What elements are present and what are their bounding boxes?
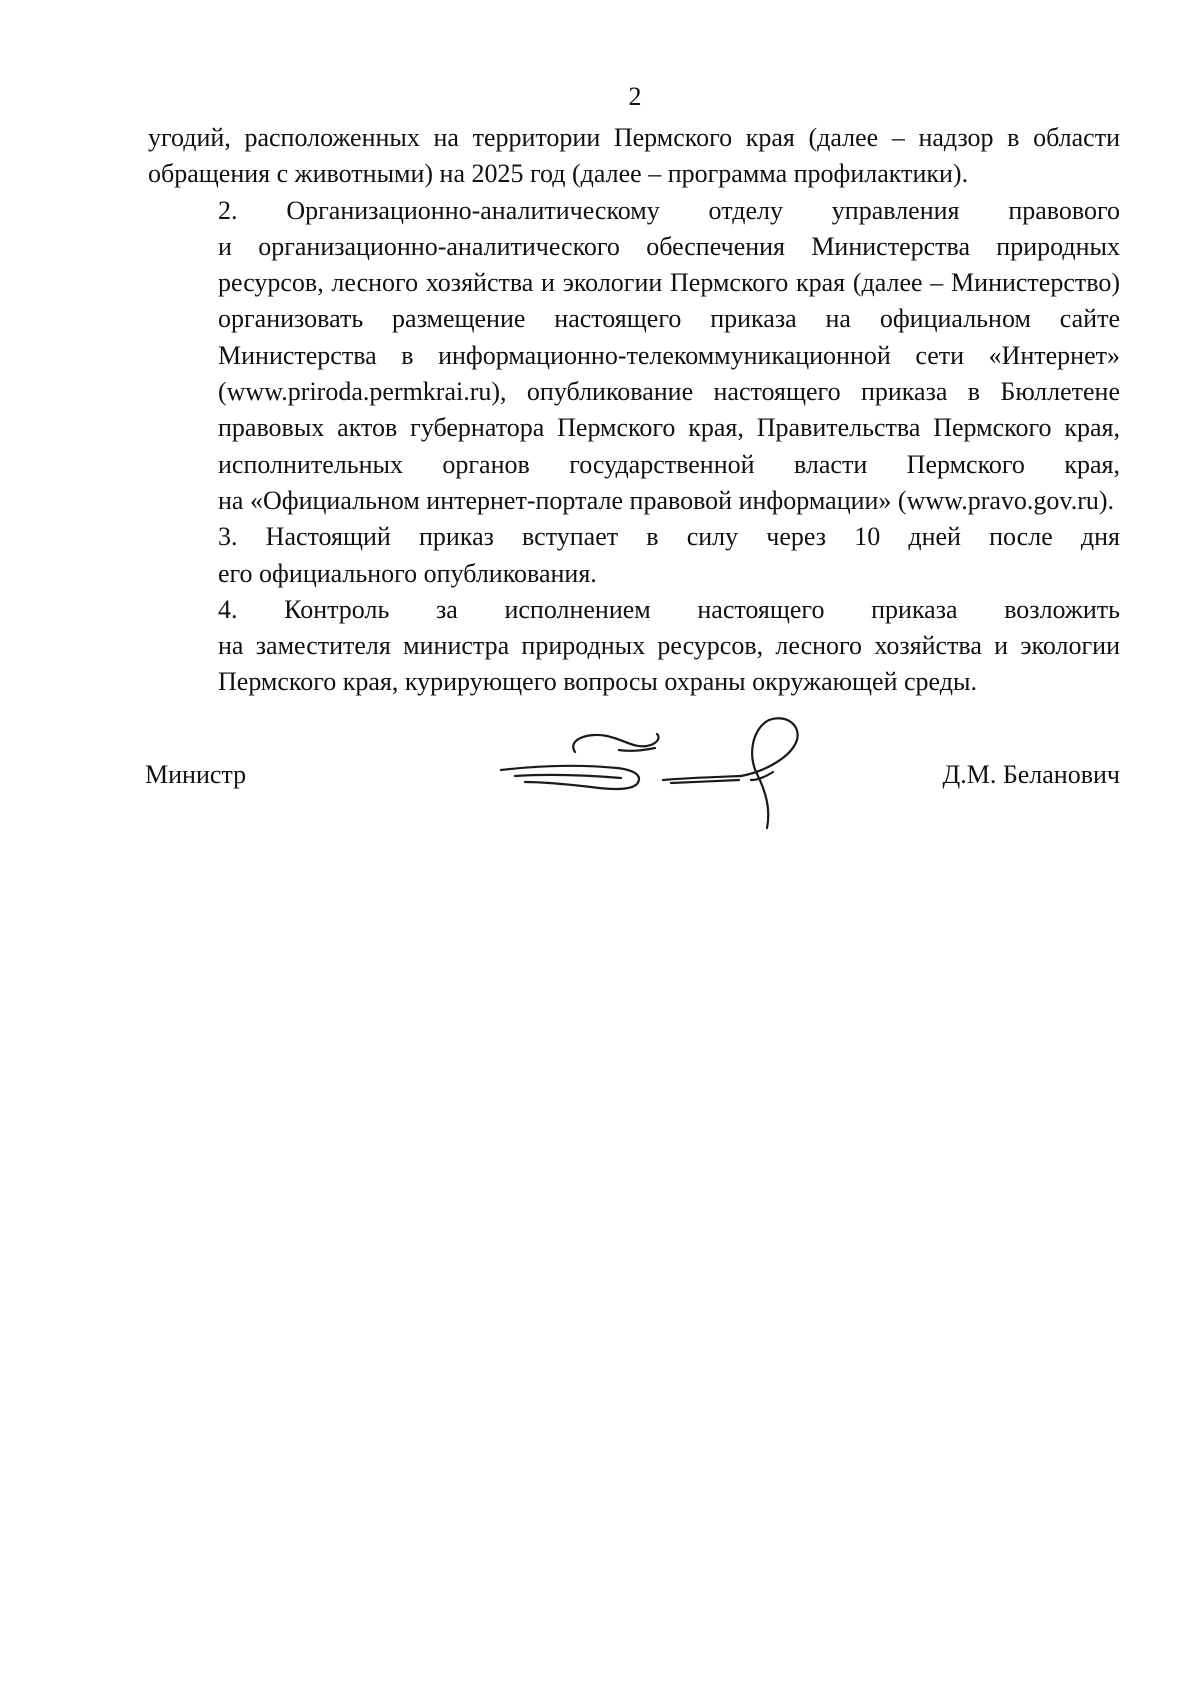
text-line: угодий, расположенных на территории Пермского края (далее – надзор в области	[148, 123, 1120, 152]
handwritten-signature-icon	[495, 710, 835, 840]
text-line: обращения с животными) на 2025 год (далее – программа профилактики).	[148, 159, 969, 189]
paragraph-continuation	[148, 120, 1120, 193]
signatory-title: Министр	[145, 760, 247, 789]
text-line: Министерства в информационно-телекоммуникационной сети «Интернет»	[218, 340, 1120, 370]
text-line: 2. Организационно-аналитическому отделу управления правового	[218, 195, 1120, 225]
paragraph-item-4	[148, 592, 1120, 701]
text-line: исполнительных органов государственной власти Пермского края,	[218, 449, 1120, 479]
signatory-name: Д.М. Беланович	[942, 760, 1120, 789]
text-line: Пермского края, курирующего вопросы охраны окружающей среды.	[218, 667, 977, 697]
text-line: на заместителя министра природных ресурсов, лесного хозяйства и экологии	[218, 631, 1120, 661]
text-line: 4. Контроль за исполнением настоящего приказа возложить	[218, 594, 1120, 624]
text-line: на «Официальном интернет-портале правовой информации» (www.pravo.gov.ru).	[218, 485, 1115, 515]
text-line: организовать размещение настоящего приказа на официальном сайте	[218, 304, 1120, 334]
text-line: (www.prirodа.permkrai.ru), опубликование настоящего приказа в Бюллетене	[218, 377, 1120, 407]
text-line: правовых актов губернатора Пермского края, Правительства Пермского края,	[218, 413, 1120, 443]
paragraph-item-2	[148, 193, 1120, 520]
text-line: его официального опубликования.	[218, 558, 597, 588]
text-line: ресурсов, лесного хозяйства и экологии Пермского края (далее – Министерство)	[218, 268, 1120, 298]
paragraph-item-3	[148, 519, 1120, 592]
document-body	[148, 120, 1120, 701]
page-number: 2	[628, 82, 642, 111]
text-line: и организационно-аналитического обеспечения Министерства природных	[218, 231, 1120, 261]
text-line: 3. Настоящий приказ вступает в силу через 10 дней после дня	[218, 522, 1120, 552]
